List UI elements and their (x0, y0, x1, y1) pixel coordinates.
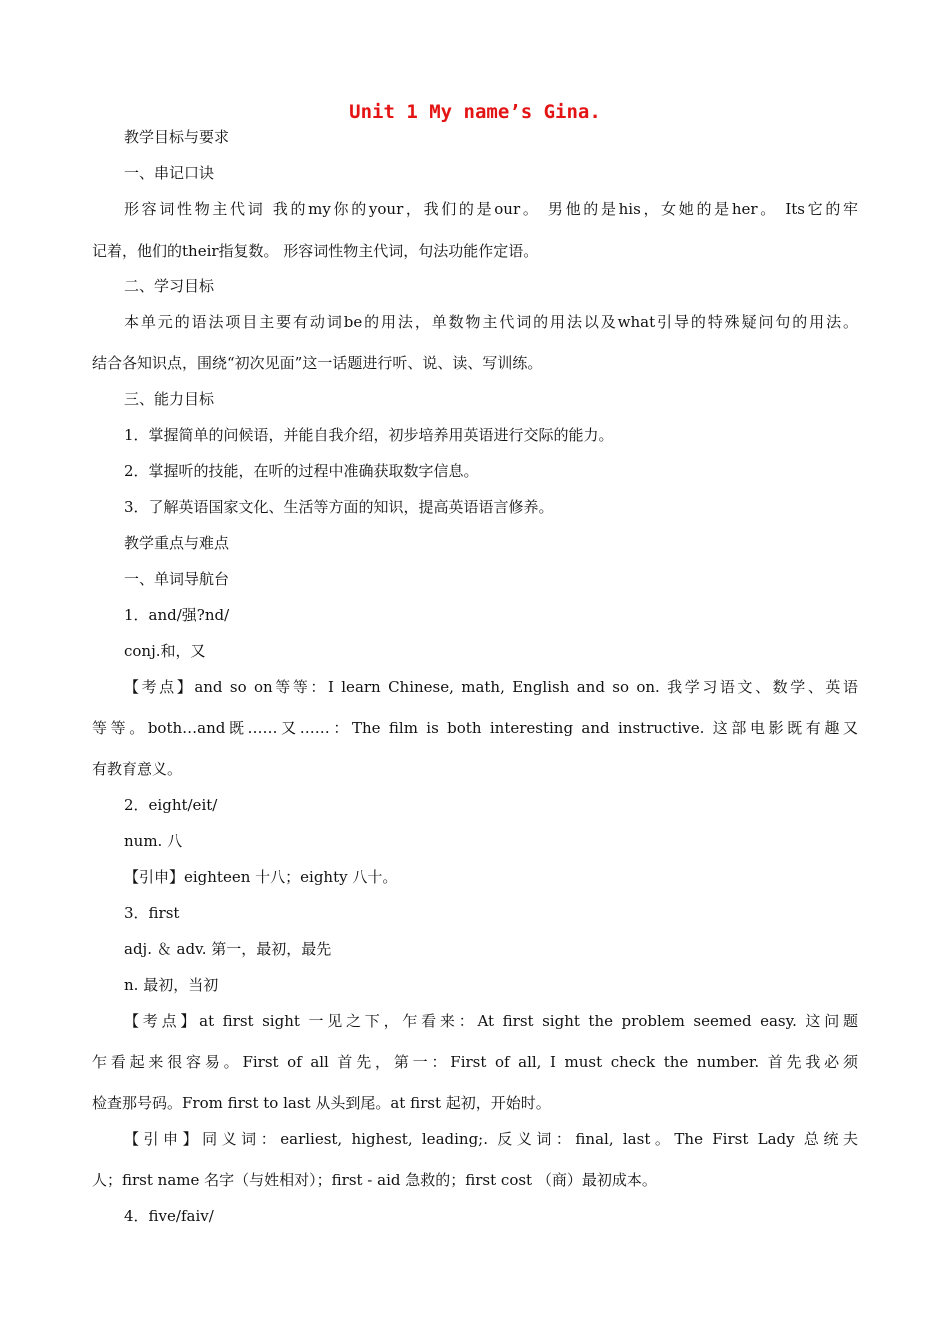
list-item: 1．掌握简单的问候语，并能自我介绍，初步培养用英语进行交际的能力。 (124, 426, 614, 444)
vocab-entry: 1．and/强?nd/ (124, 606, 230, 624)
subsection-heading: 三、能力目标 (124, 390, 215, 408)
paragraph-line: 【考点】and so on等等：I learn Chinese, math, English and so on. 我学习语文、数学、英语 (124, 678, 858, 696)
vocab-entry: 4．five/faiv/ (124, 1207, 214, 1225)
paragraph-line: 等等。both…and既……又……：The film is both interesting and instructive. 这部电影既有趣又 (92, 719, 858, 737)
vocab-definition: n. 最初，当初 (124, 976, 219, 994)
subsection-heading: 一、单词导航台 (124, 570, 230, 588)
vocab-entry: 2．eight/eit/ (124, 796, 218, 814)
vocab-definition: conj.和，又 (124, 642, 206, 660)
subsection-heading: 二、学习目标 (124, 277, 215, 295)
paragraph-line: 【引申】同义词：earliest, highest, leading;. 反义词：final, last。The First Lady 总统夫 (124, 1130, 858, 1148)
paragraph-line: 【引申】eighteen 十八；eighty 八十。 (124, 868, 398, 886)
paragraph-line: 本单元的语法项目主要有动词be的用法，单数物主代词的用法以及what引导的特殊疑问句的用法。 (124, 313, 858, 331)
paragraph-line: 形容词性物主代词 我的my你的your，我们的是our。 男他的是his，女她的是her。 Its它的牢 (124, 200, 858, 218)
paragraph-line: 人；first name 名字（与姓相对）；first - aid 急救的；first cost （商）最初成本。 (92, 1171, 657, 1189)
section-heading: 教学重点与难点 (124, 534, 230, 552)
vocab-entry: 3．first (124, 904, 180, 922)
paragraph-line: 检查那号码。From first to last 从头到尾。at first 起初，开始时。 (92, 1094, 551, 1112)
subsection-heading: 一、串记口诀 (124, 164, 215, 182)
list-item: 2．掌握听的技能，在听的过程中准确获取数字信息。 (124, 462, 479, 480)
vocab-definition: num. 八 (124, 832, 183, 850)
paragraph-line: 记着，他们的their指复数。 形容词性物主代词，句法功能作定语。 (92, 242, 539, 260)
paragraph-line: 有教育意义。 (92, 760, 183, 778)
paragraph-line: 结合各知识点，围绕“初次见面”这一话题进行听、说、读、写训练。 (92, 354, 543, 372)
paragraph-line: 乍看起来很容易。First of all 首先，第一：First of all, I must check the number. 首先我必须 (92, 1053, 858, 1071)
vocab-definition: adj. ＆ adv. 第一，最初，最先 (124, 940, 332, 958)
paragraph-line: 【考点】at first sight 一见之下，乍看来：At first sight the problem seemed easy. 这问题 (124, 1012, 858, 1030)
section-heading: 教学目标与要求 (124, 128, 230, 146)
list-item: 3．了解英语国家文化、生活等方面的知识，提高英语语言修养。 (124, 498, 554, 516)
page-title: Unit 1 My name’s Gina. (349, 101, 601, 123)
